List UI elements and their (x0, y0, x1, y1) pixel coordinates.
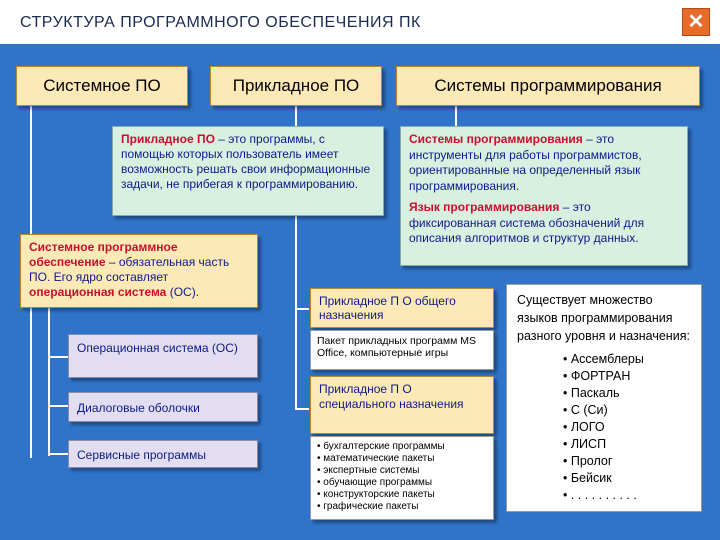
language-item: • ЛОГО (563, 420, 605, 434)
applied-software-definition (112, 126, 384, 216)
category-label: Системы программирования (434, 76, 662, 95)
system-item-label: Диалоговые оболочки (77, 401, 200, 415)
definition-text: – это программы, с помощью которых пользователь имеет возможность решать свои информационные задачи, не прибегая к программированию. (121, 132, 371, 191)
list-item: • бухгалтерские программы (317, 441, 445, 452)
list-item: • математические пакеты (317, 453, 435, 464)
ppp-desc-text: Пакет прикладных программ MS Office, компьютерные игры (317, 335, 477, 359)
system-item-label: Сервисные программы (77, 448, 207, 462)
system-item-shells (68, 392, 258, 422)
category-label: Системное ПО (43, 76, 161, 95)
system-item-utilities (68, 440, 258, 468)
language-item: • Пролог (563, 454, 613, 468)
definition-term: Язык программирования (409, 200, 560, 214)
ppp-title-text: Прикладное П О общего назначения (319, 294, 456, 322)
window-header (0, 0, 720, 44)
connector-line (48, 356, 70, 358)
language-item: • ЛИСП (563, 437, 607, 451)
category-system-software (16, 66, 188, 106)
language-item: • Паскаль (563, 386, 620, 400)
definition-text: – это фиксированная система обозначений для описания алгоритмов и структур данных. (409, 200, 645, 245)
definition-text: – это инструменты для работы программистов, ориентированные на определенный язык программирования. (409, 132, 642, 193)
languages-box (506, 284, 702, 512)
list-item: • обучающие программы (317, 477, 433, 488)
special-ppp-title (310, 376, 494, 434)
languages-intro: Существует множество языков программирования разного уровня и назначения: (517, 293, 690, 343)
category-programming-systems (396, 66, 700, 106)
definition-term: Системное программное обеспечение (29, 240, 178, 269)
definition-text: – обязательная часть ПО. Его ядро составляет (29, 255, 230, 284)
connector-line (295, 308, 309, 310)
definition-term-os: операционная система (29, 285, 167, 299)
language-item: • . . . . . . . . . . (563, 488, 637, 502)
definition-text: (ОС). (166, 285, 200, 299)
definition-term: Системы программирования (409, 132, 583, 146)
system-item-label: Операционная система (ОС) (77, 341, 238, 355)
general-ppp-title (310, 288, 494, 328)
general-ppp-desc (310, 330, 494, 370)
system-software-definition (20, 234, 258, 308)
language-item: • С (Си) (563, 403, 608, 417)
close-icon[interactable]: ✕ (682, 8, 710, 36)
window-title: СТРУКТУРА ПРОГРАММНОГО ОБЕСПЕЧЕНИЯ ПК (20, 14, 421, 31)
connector-line (48, 308, 50, 456)
special-ppp-list (310, 436, 494, 520)
language-def (409, 200, 679, 247)
connector-line (295, 408, 309, 410)
connector-line (48, 405, 70, 407)
language-item: • ФОРТРАН (563, 369, 631, 383)
definition-term: Прикладное ПО (121, 132, 215, 146)
connector-line (48, 453, 70, 455)
language-item: • Бейсик (563, 471, 612, 485)
programming-systems-definition (400, 126, 688, 266)
category-applied-software (210, 66, 382, 106)
category-label: Прикладное ПО (232, 76, 360, 95)
system-item-os (68, 334, 258, 378)
language-item: • Ассемблеры (563, 352, 644, 366)
list-item: • конструкторские пакеты (317, 489, 435, 500)
ppp-title-text: Прикладное П О специального назначения (319, 382, 464, 411)
list-item: • графические пакеты (317, 501, 419, 512)
list-item: • экспертные системы (317, 465, 420, 476)
programming-def (409, 132, 679, 194)
